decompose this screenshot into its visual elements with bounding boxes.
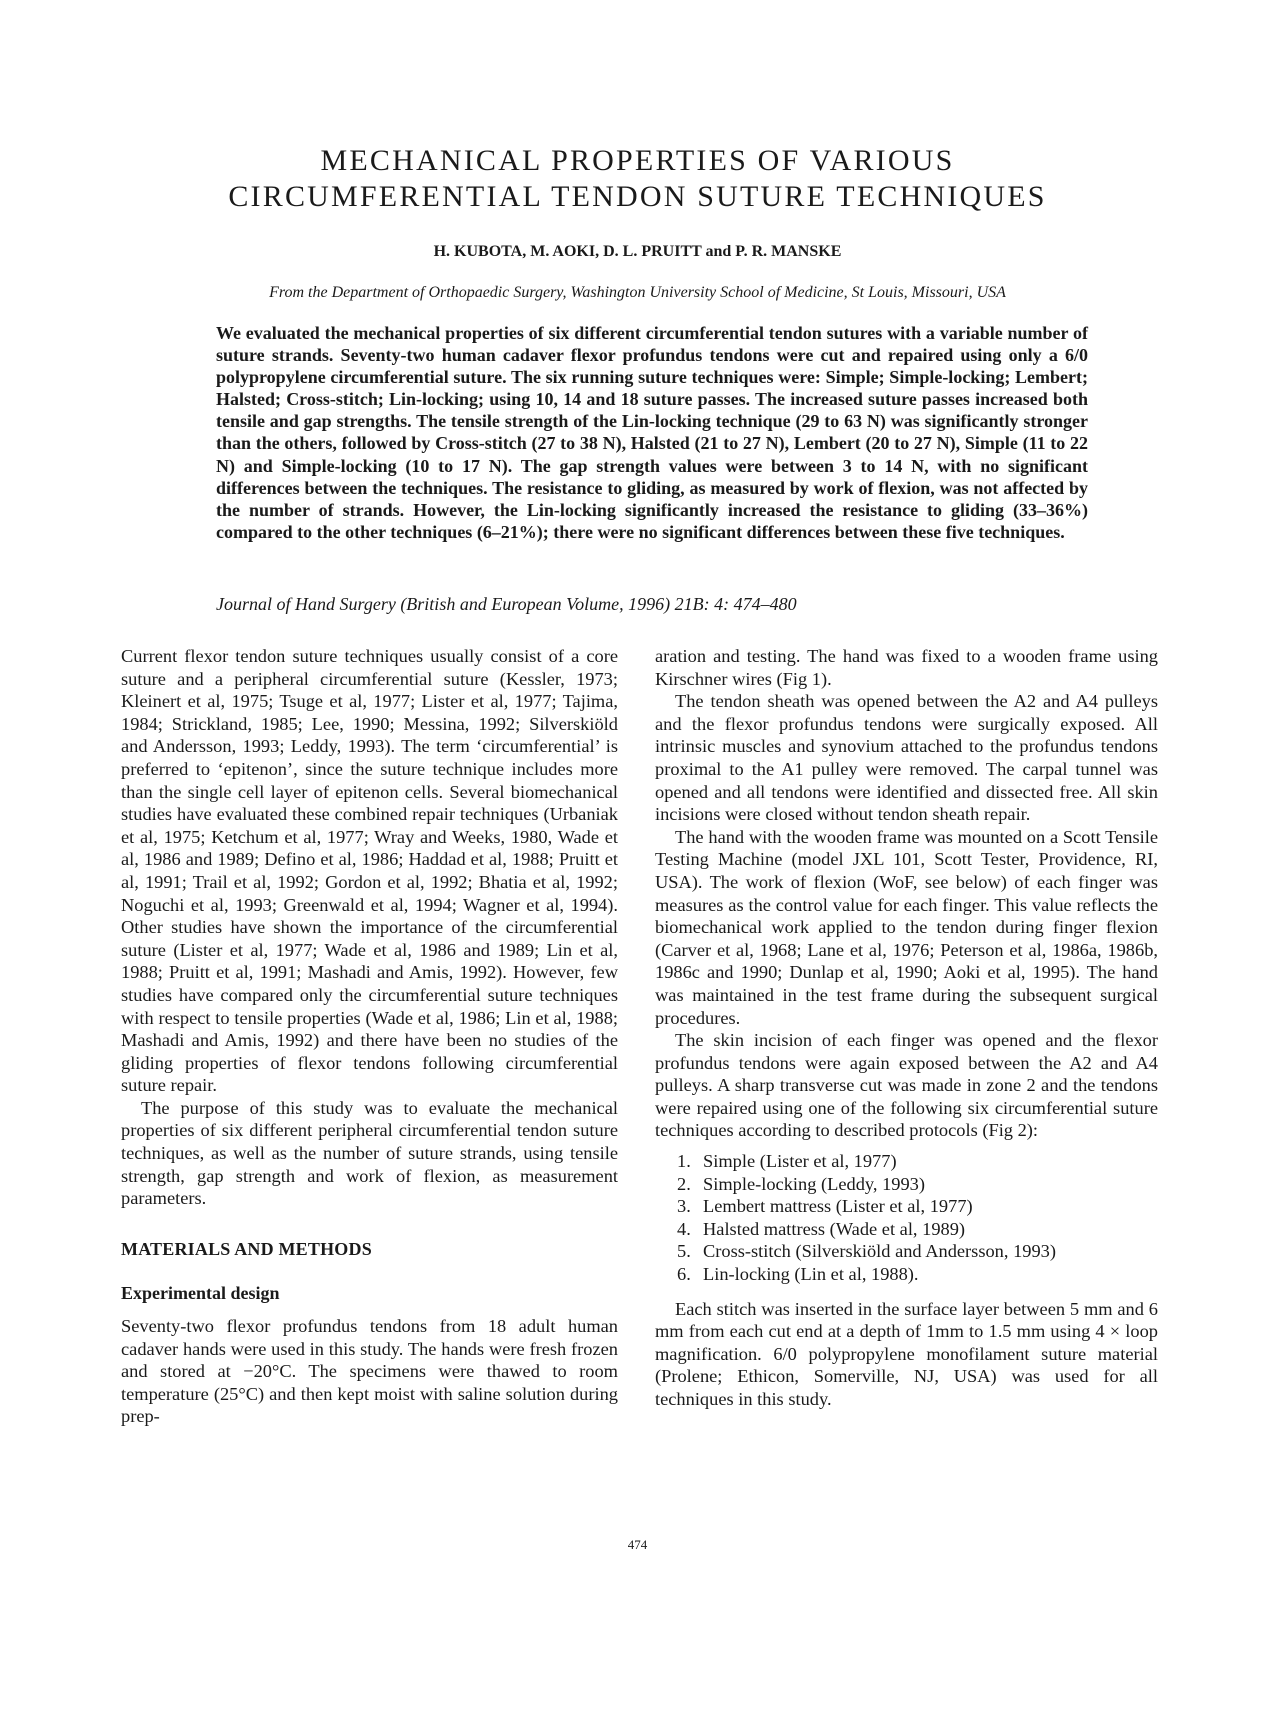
list-text: Lin-locking (Lin et al, 1988).: [703, 1264, 919, 1285]
list-number: 6.: [677, 1264, 691, 1285]
author-list: H. KUBOTA, M. AOKI, D. L. PRUITT and P. R. MANSKE: [433, 243, 842, 260]
list-text: Simple-locking (Leddy, 1993): [703, 1173, 926, 1194]
list-text: Simple (Lister et al, 1977): [703, 1151, 897, 1172]
list-text: Cross-stitch (Silverskiöld and Andersson, 1993): [703, 1241, 1056, 1262]
list-item: [677, 1195, 1158, 1218]
body-paragraph: The purpose of this study was to evaluate the mechanical properties of six different peripheral circumferential tendon suture techniques, as well as the number of suture strands, using tensile strength, gap strength and work of flexion, as measurement parameters.: [121, 1097, 618, 1209]
body-paragraph: The hand with the wooden frame was mounted on a Scott Tensile Testing Machine (model JXL 101, Scott Tester, Providence, RI, USA). The work of flexion (WoF, see below) of each finger was measures as the control value for each finger. This value reflects the biomechanical work applied to the tendon during finger flexion (Carver et al, 1968; Lane et al, 1976; Peterson et al, 1986a, 1986b, 1986c and 1990; Dunlap et al, 1990; Aoki et al, 1995). The hand was maintained in the test frame during the subsequent surgical procedures.: [655, 826, 1158, 1028]
body-paragraph: aration and testing. The hand was fixed to a wooden frame using Kirschner wires (Fig 1).: [655, 646, 1158, 689]
section-heading: MATERIALS AND METHODS: [121, 1238, 372, 1259]
subsection-heading: Experimental design: [121, 1283, 280, 1304]
list-number: 2.: [677, 1173, 691, 1194]
body-paragraph: The tendon sheath was opened between the A2 and A4 pulleys and the flexor profundus tendons were surgically exposed. All intrinsic muscles and synovium attached to the profundus tendons proximal to the A1 pulley were removed. The carpal tunnel was opened and all tendons were identified and dissected free. All skin incisions were closed without tendon sheath repair.: [655, 691, 1158, 825]
list-text: Halsted mattress (Wade et al, 1989): [703, 1218, 966, 1239]
body-paragraph: Current flexor tendon suture techniques usually consist of a core suture and a peripheral circumferential suture (Kessler, 1973; Kleinert et al, 1975; Tsuge et al, 1977; Lister et al, 1977; Tajima, 1984; Strickland, 1985; Lee, 1990; Messina, 1992; Silverskiöld and Andersson, 1993; Leddy, 1993). The term ‘circumferential’ is preferred to ‘epitenon’, since the suture technique includes more than the single cell layer of epitenon cells. Several biomechanical studies have evaluated these combined repair techniques (Urbaniak et al, 1975; Ketchum et al, 1977; Wray and Weeks, 1980, Wade et al, 1986 and 1989; Defino et al, 1986; Haddad et al, 1988; Pruitt et al, 1991; Trail et al, 1992; Gordon et al, 1992; Bhatia et al, 1992; Noguchi et al, 1993; Greenwald et al, 1994; Wagner et al, 1994). Other studies have shown the importance of the circumferential suture (Lister et al, 1977; Wade et al, 1986 and 1989; Lin et al, 1988; Pruitt et al, 1991; Mashadi and Amis, 1992). However, few studies have compared only the circumferential suture techniques with respect to tensile properties (Wade et al, 1986; Lin et al, 1988; Mashadi and Amis, 1992) and there have been no studies of the gliding properties of flexor tendons following circumferential suture repair.: [121, 646, 618, 1096]
affiliation: From the Department of Orthopaedic Surgery, Washington University School of Medicine, St Louis, Missouri, USA: [269, 284, 1006, 301]
body-paragraph: Seventy-two flexor profundus tendons from 18 adult human cadaver hands were used in this study. The hands were fresh frozen and stored at −20°C. The specimens were thawed to room temperature (25°C) and then kept moist with saline solution during prep-: [121, 1316, 618, 1427]
body-paragraph: The skin incision of each finger was opened and the flexor profundus tendons were again exposed between the A2 and A4 pulleys. A sharp transverse cut was made in zone 2 and the tendons were repaired using one of the following six circumferential suture techniques according to described protocols (Fig 2):: [655, 1030, 1158, 1141]
article-title: [100, 143, 1175, 215]
list-number: 5.: [677, 1241, 691, 1262]
list-item: [677, 1150, 1158, 1173]
list-item: [677, 1218, 1158, 1241]
page-number: 474: [627, 1537, 648, 1552]
list-item: [677, 1240, 1158, 1263]
journal-citation: Journal of Hand Surgery (British and European Volume, 1996) 21B: 4: 474–480: [216, 594, 797, 614]
title-line: CIRCUMFERENTIAL TENDON SUTURE TECHNIQUES: [228, 180, 1047, 213]
left-column: [121, 645, 618, 1428]
list-item: [677, 1263, 1158, 1286]
abstract: We evaluated the mechanical properties of six different circumferential tendon sutures with a variable number of suture strands. Seventy-two human cadaver flexor profundus tendons were cut and repaired using only a 6/0 polypropylene circumferential suture. The six running suture techniques were: Simple; Simple-locking; Lembert; Halsted; Cross-stitch; Lin-locking; using 10, 14 and 18 suture passes. The increased suture passes increased both tensile and gap strengths. The tensile strength of the Lin-locking technique (29 to 63 N) was significantly stronger than the others, followed by Cross-stitch (27 to 38 N), Halsted (21 to 27 N), Lembert (20 to 27 N), Simple (11 to 22 N) and Simple-locking (10 to 17 N). The gap strength values were between 3 to 14 N, with no significant differences between the techniques. The resistance to gliding, as measured by work of flexion, was not affected by the number of strands. However, the Lin-locking significantly increased the resistance to gliding (33–36%) compared to the other techniques (6–21%); there were no significant differences between these five techniques.: [216, 323, 1088, 542]
list-item: [677, 1173, 1158, 1196]
technique-list: [655, 1150, 1158, 1286]
body-paragraph: Each stitch was inserted in the surface layer between 5 mm and 6 mm from each cut end at a depth of 1mm to 1.5 mm using 4 × loop magnification. 6/0 polypropylene monofilament suture material (Prolene; Ethicon, Somerville, NJ, USA) was used for all techniques in this study.: [655, 1298, 1158, 1409]
right-column: [655, 645, 1158, 1411]
list-number: 4.: [677, 1218, 691, 1239]
title-line: MECHANICAL PROPERTIES OF VARIOUS: [320, 144, 955, 177]
list-number: 3.: [677, 1196, 691, 1217]
list-text: Lembert mattress (Lister et al, 1977): [703, 1196, 973, 1217]
list-number: 1.: [677, 1151, 691, 1172]
